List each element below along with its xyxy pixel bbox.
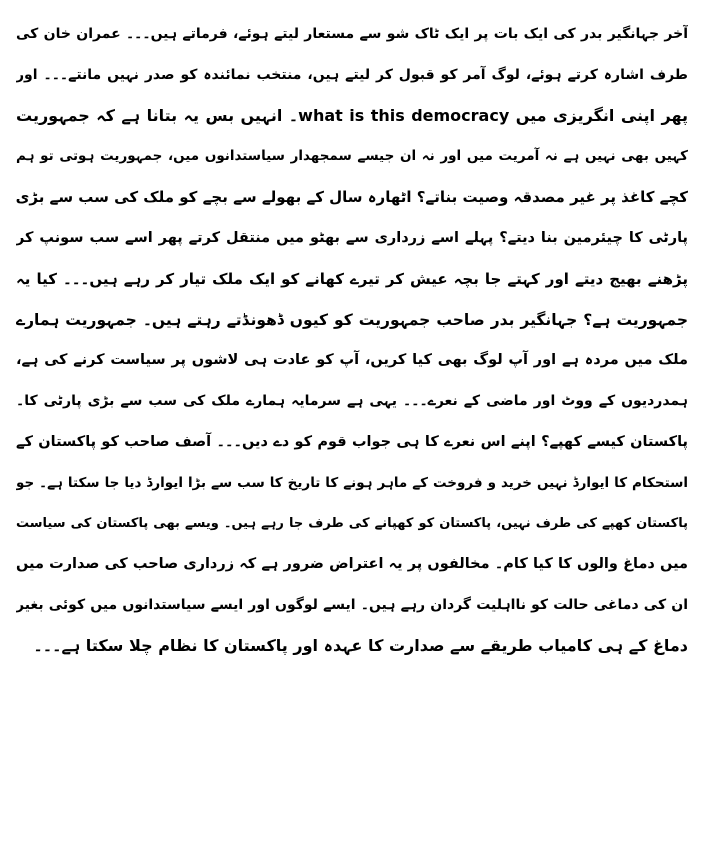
urdu-paragraph [16,14,688,667]
text-line: آخر جہانگیر بدر کی ایک بات پر ایک ٹاک شو سے مستعار لیتے ہوئے، فرماتے ہیں۔۔۔ عمران خان کی [16,26,688,42]
text-line: ان کی دماغی حالت کو نااہلیت گردان رہے ہیں۔ ایسے لوگوں اور ایسے سیاستدانوں میں کوئی بغیر [16,597,688,614]
text-line: پاکستان کھپے کی طرف نہیں، پاکستان کو کھپانے کی طرف جا رہے ہیں۔ ویسے بھی پاکستان کی سیاست [16,515,688,531]
text-line: پھر اپنی انگریزی میں what is this democracy۔ انہیں بس یہ بتانا ہے کہ جمہوریت [16,105,688,125]
text-line: کہیں بھی نہیں ہے نہ آمریت میں اور نہ ان جیسے سمجھدار سیاستدانوں میں، جمہوریت ہوتی تو ہم [16,148,688,165]
text-line: پارٹی کا چیئرمین بنا دیتے؟ پہلے اسے زرداری سے بھٹو میں منتقل کرتے پھر اسے سب سونپ کر [16,229,688,246]
text-line: دماغ کے ہی کامیاب طریقے سے صدارت کا عہدہ اور پاکستان کا نظام چلا سکتا ہے۔۔۔ [33,635,688,655]
text-line: پڑھنے بھیج دیتے اور کہتے جا بچہ عیش کر تیرے کھانے کو ایک ملک تیار کر رہے ہیں۔۔۔ کیا یہ [16,269,688,288]
text-line: جمہوریت ہے؟ جہانگیر بدر صاحب جمہوریت کو کیوں ڈھونڈتے رہتے ہیں۔ جمہوریت ہمارے [16,310,688,329]
text-line: ہمدردیوں کے ووٹ اور ماضی کے نعرے۔۔۔ یہی ہے سرمایہ ہمارے ملک کی سب سے بڑی پارٹی کا۔ [16,393,688,410]
text-line: طرف اشارہ کرتے ہوئے، لوگ آمر کو قبول کر لیتے ہیں، منتخب نمائندہ کو صدر نہیں مانتے۔۔۔ اور [16,66,688,83]
text-line: کچے کاغذ پر غیر مصدقہ وصیت بناتے؟ اٹھارہ سال کے بھولے سے بچے کو ملک کی سب سے بڑی [16,188,688,207]
text-line: استحکام کا ایوارڈ نہیں خرید و فروخت کے ماہر ہونے کا تاریخ کا سب سے بڑا ایوارڈ دیا جا سکتا ہے۔ جو [16,474,688,491]
text-line: پاکستان کیسے کھپے؟ اپنے اس نعرے کا ہی جواب قوم کو دے دیں۔۔۔ آصف صاحب کو پاکستان کے [16,433,688,450]
text-line: ملک میں مردہ ہے اور آپ لوگ بھی کیا کریں، آپ کو عادت ہی لاشوں پر سیاست کرنے کی ہے، [16,352,688,369]
text-line: میں دماغ والوں کا کیا کام۔ مخالفوں پر یہ اعتراض ضرور ہے کہ زرداری صاحب کی صدارت میں [16,556,688,573]
